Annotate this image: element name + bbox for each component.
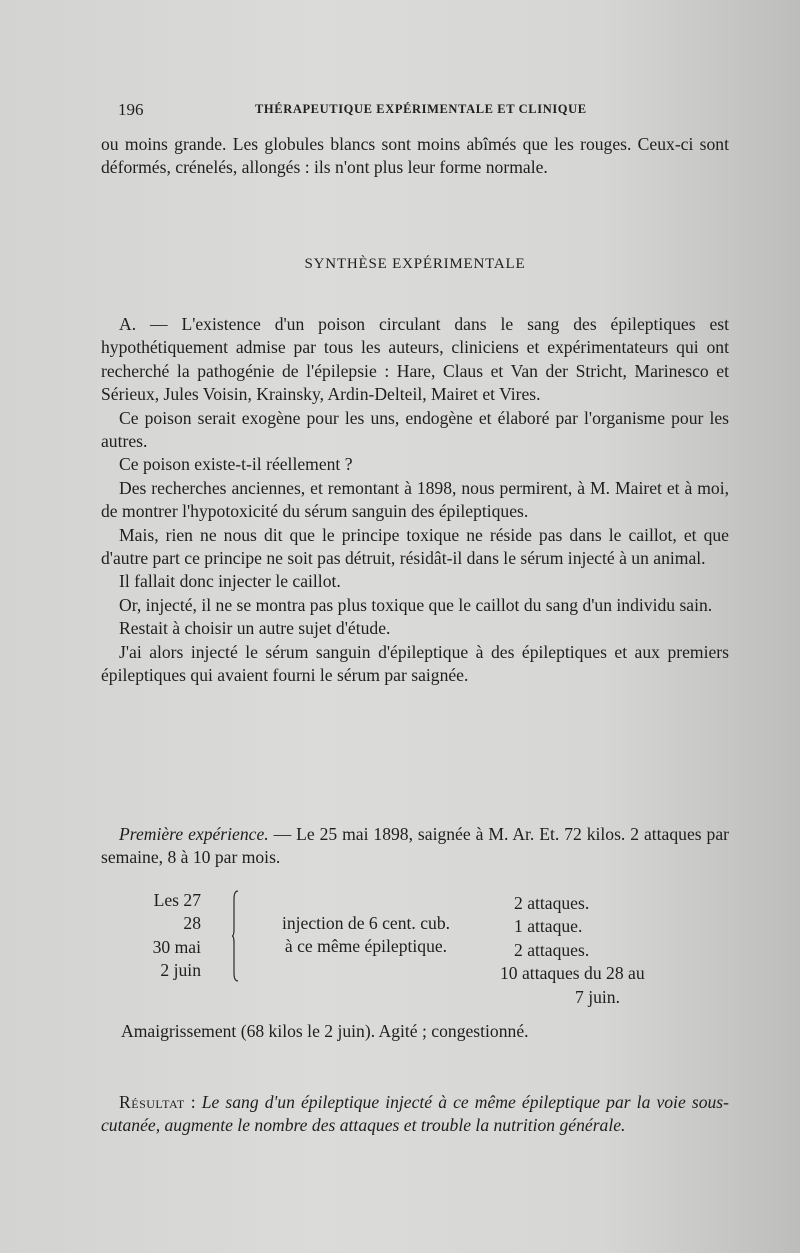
result-text: Le sang d'un épileptique injecté à ce même épileptique par la voie sous-cutanée, augmente le nombre des attaques et trouble la nutrition générale. <box>101 1091 729 1135</box>
page-number: 196 <box>118 100 144 119</box>
date-entry: 2 juin <box>160 960 201 981</box>
body-text <box>101 313 729 688</box>
injection-line: injection de 6 cent. cub. <box>281 913 451 933</box>
paragraph: Des recherches anciennes, et remontant à 1898, nous permirent, à M. Mairet et à moi, de montrer l'hypotoxicité du sérum sanguin des épileptiques. <box>101 477 729 522</box>
paragraph: Or, injecté, il ne se montra pas plus toxique que le caillot du sang d'un individu sain. <box>119 594 713 615</box>
experiment-dates <box>101 889 201 983</box>
experiment-line <box>101 823 729 870</box>
experiment-paragraph <box>101 823 729 870</box>
attack-entry: 1 attaque. <box>514 916 583 937</box>
experiment-text: — Le 25 mai 1898, saignée à M. Ar. Et. 72 kilos. 2 attaques par semaine, 8 à 10 par mois. <box>101 824 730 868</box>
paragraph: Restait à choisir un autre sujet d'étude. <box>119 618 391 639</box>
attack-entry: 7 juin. <box>575 986 620 1007</box>
result-separator: : <box>184 1091 202 1112</box>
intro-text: ou moins grande. Les globules blancs sont moins abîmés que les rouges. Ceux-ci sont déformés, crénelés, allongés : ils n'ont plus leur forme normale. <box>101 134 729 178</box>
running-head: THÉRAPEUTIQUE EXPÉRIMENTALE ET CLINIQUE <box>255 102 587 116</box>
weight-note: Amaigrissement (68 kilos le 2 juin). Agité ; congestionné. <box>121 1021 529 1041</box>
date-entry: Les 27 <box>153 890 201 910</box>
paragraph: Il fallait donc injecter le caillot. <box>119 571 341 592</box>
result-paragraph <box>101 1073 729 1155</box>
page-header <box>118 100 730 120</box>
date-entry: 30 mai <box>152 936 201 957</box>
left-brace <box>232 889 240 983</box>
intro-paragraph <box>101 133 729 180</box>
result-label: Résultat <box>119 1091 185 1112</box>
date-entry: 28 <box>183 913 201 934</box>
paragraph: Mais, rien ne nous dit que le principe toxique ne réside pas dans le caillot, et que d'autre part ce principe ne soit pas détruit, résidât-il dans le sérum injecté à un animal. <box>101 524 729 569</box>
experiment-title: Première expérience. <box>119 824 269 844</box>
injection-note <box>246 912 486 959</box>
result-line <box>101 1091 729 1138</box>
attack-entry: 10 attaques du 28 au <box>500 963 645 984</box>
attack-entry: 2 attaques. <box>514 893 590 913</box>
injection-line: à ce même épileptique. <box>284 936 448 957</box>
attacks-list <box>500 892 730 1009</box>
paragraph: A. — L'existence d'un poison circulant dans le sang des épileptiques est hypothétiquement admise par tous les auteurs, cliniciens et expérimentateurs qui ont recherché la pathogénie de l'épilepsie : Hare, Claus et Van der Stricht, Marinesco et Sérieux, Jules Voisin, Krainsky, Ardin-Delteil, Mairet et Vires. <box>101 314 729 405</box>
paragraph: Ce poison serait exogène pour les uns, endogène et élaboré par l'organisme pour les autres. <box>101 407 729 452</box>
paragraph: Ce poison existe-t-il réellement ? <box>119 454 353 475</box>
paragraph: J'ai alors injecté le sérum sanguin d'épileptique à des épileptiques et aux premiers épileptiques qui avaient fourni le sérum par saignée. <box>101 641 729 686</box>
section-heading: SYNTHÈSE EXPÉRIMENTALE <box>304 256 526 272</box>
attack-entry: 2 attaques. <box>514 939 590 960</box>
